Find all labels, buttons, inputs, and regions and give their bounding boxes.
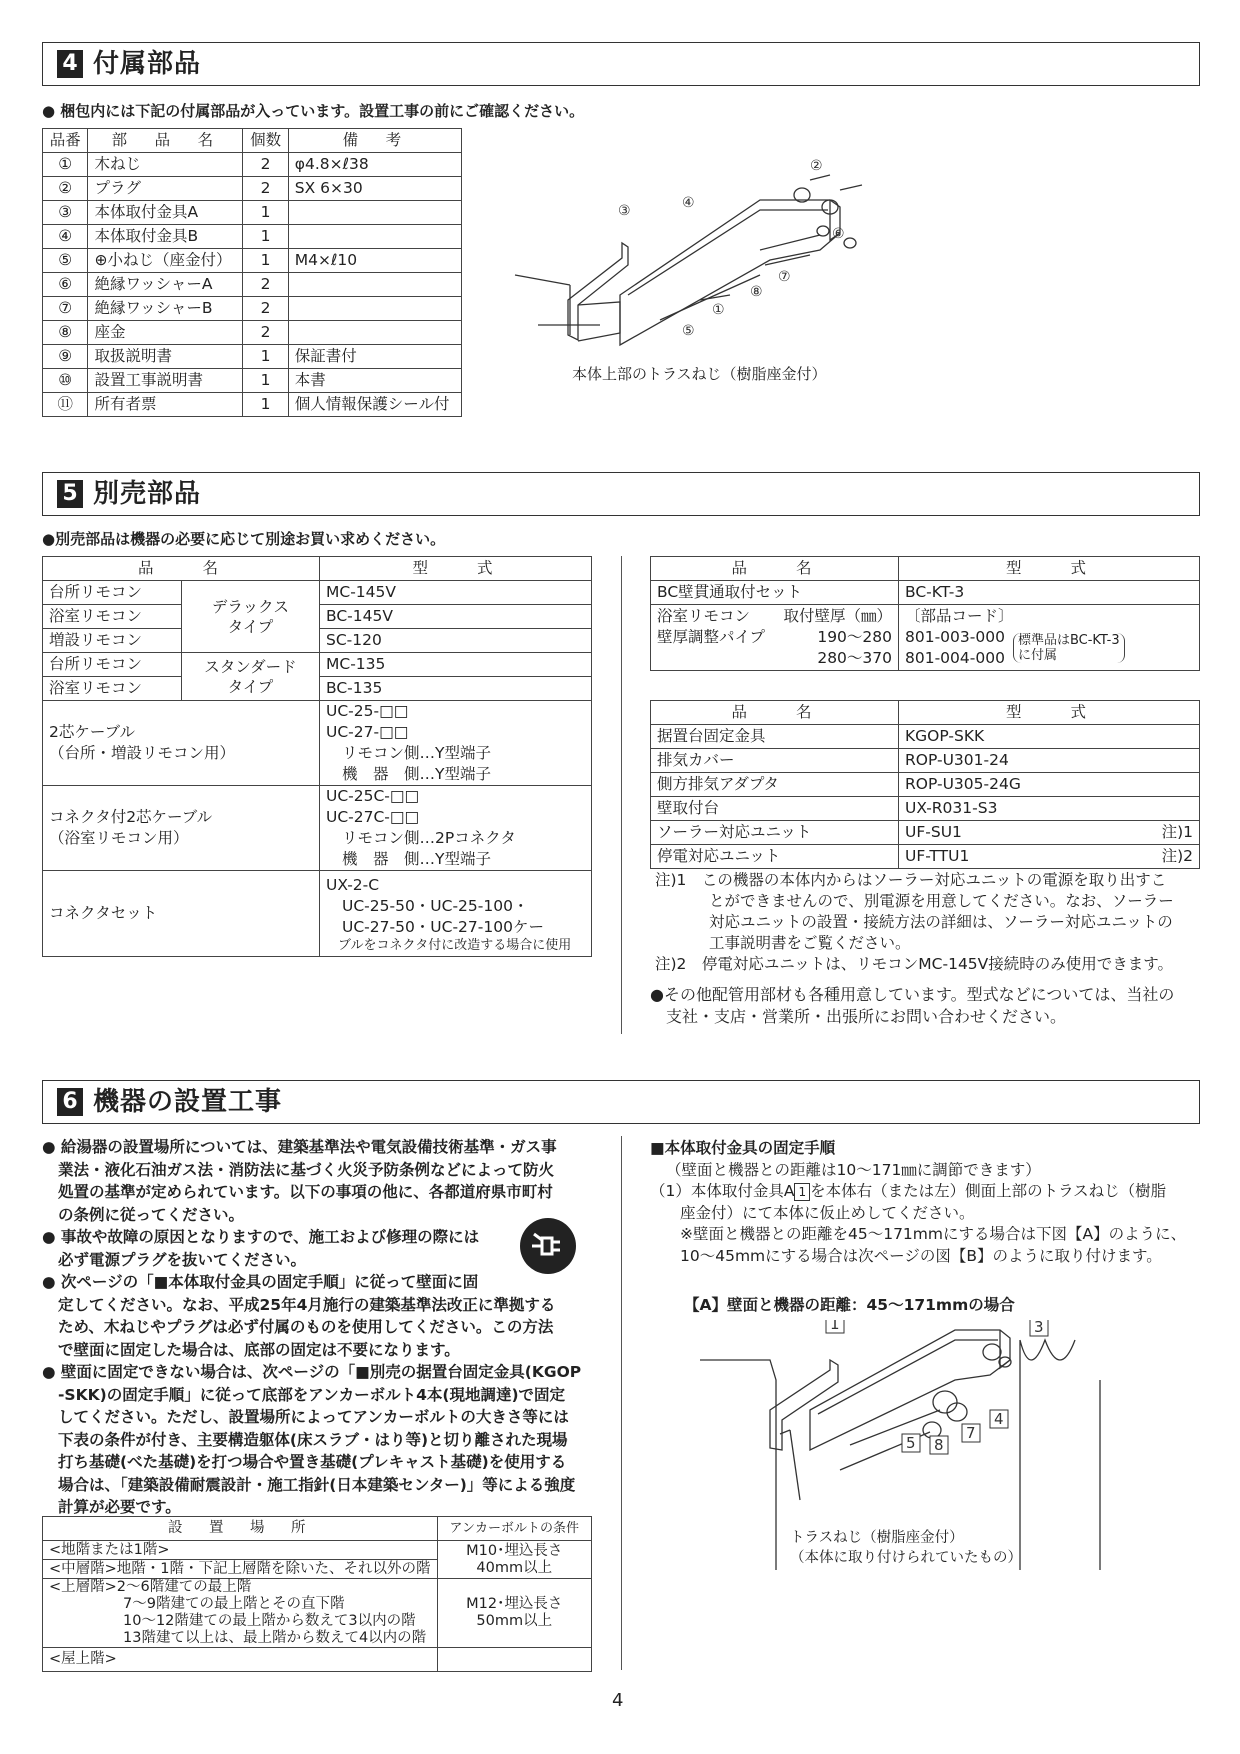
optional-part-row: 据置台固定金具 KGOP-SKK	[651, 725, 1200, 749]
accessories-table: 品番 部 品 名 個数 備 考 ① 木ねじ 2 φ4.8×ℓ38 ② プラグ 2 SX 6×30 ③ 本体取付金具A 1 ④ 本体取付金具B 1 ⑤ ⊕小ねじ（座金付） 1 M4×ℓ10 ⑥ 絶縁ワッシャーA 2 ⑦ 絶縁ワッシャーB 2 ⑧ 座金 2 ⑨ 取扱説明書 1 保証書付 ⑩ 設置工事説明書 1 本書 ⑪ 所有者票 1 個人情報保護シール付	[42, 128, 462, 417]
accessory-row: ⑦ 絶縁ワッシャーB 2	[43, 297, 462, 321]
optional-part-row: 側方排気アダプタ ROP-U305-24G	[651, 773, 1200, 797]
accessory-figure	[510, 155, 970, 405]
section-title: 付属部品	[93, 49, 202, 79]
accessory-row: ⑥ 絶縁ワッシャーA 2	[43, 273, 462, 297]
section-number: 5	[57, 480, 83, 508]
accessory-row: ⑧ 座金 2	[43, 321, 462, 345]
unplug-icon	[520, 1218, 576, 1274]
fig-label-7: 7	[966, 1424, 976, 1442]
figure-a-title: 【A】壁面と機器の距離：45〜171mmの場合	[684, 1296, 1015, 1314]
section-title: 機器の設置工事	[93, 1087, 283, 1117]
optional-parts-table-left: 品 名 型 式 台所リモコン デラックス タイプ MC-145V 浴室リモコン BC-145V 増設リモコン SC-120 台所リモコン スタンダード タイプ MC-135 浴室リモコン BC-135 2芯ケーブル （台所・増設リモコン用） UC-25-□□ UC-27-□□ リモコン側…Y型端子 機 器 側…Y型端子 コネクタ付2芯ケーブル （浴室リモコン用） UC-25C-□□ UC-27C-□□ リモコン側…2Pコネクタ 機 器 側…Y型端子 コネクタセット UX-2-C UC-25-50・UC-25-100・ UC-27-50・UC-27-100ケー ブルをコネクタ付に改造する場合に使用	[42, 556, 592, 957]
column-divider	[621, 556, 622, 1034]
fig-label-5: 5	[906, 1434, 916, 1452]
section-header-4	[42, 42, 1200, 86]
optional-parts-table-right-1: 品 名 型 式 BC壁貫通取付セット BC-KT-3 浴室リモコン 壁厚調整パイプ 取付壁厚（㎜） 190〜280 280〜370 〔部品コード〕 801-003-000 801-004-000 標準品はBC-KT-3 に付属	[650, 556, 1200, 671]
sec5-intro: ●別売部品は機器の必要に応じて別途お買い求めください。	[42, 530, 446, 548]
anchor-bolt-table: 設 置 場 所 アンカーボルトの条件 <地階または1階> M10･埋込長さ 40mm以上 <中層階>地階・1階・下記上層階を除いた、それ以外の階 <上層階>2〜6階建ての最上階 7〜9階建ての最上階とその直下階 10〜12階建ての最上階から数えて3以内の階 13階建て以上は、最上階から数えて4以内の階 M12･埋込長さ 50mm以上 <屋上階>	[42, 1516, 592, 1672]
column-divider-2	[621, 1136, 622, 1670]
accessory-row: ⑩ 設置工事説明書 1 本書	[43, 369, 462, 393]
fig-label-8: 8	[934, 1436, 944, 1454]
accessory-row: ⑤ ⊕小ねじ（座金付） 1 M4×ℓ10	[43, 249, 462, 273]
sec6-bullets: ● 給湯器の設置場所については、建築基準法や電気設備技術基準・ガス事 業法・液化石油ガス法・消防法に基づく火災予防条例などによって防火 処置の基準が定められています。以下の事項の他に、各都道府県市町村 の条例に従ってください。 ● 事故や故障の原因となりますので、施工および修理の際には 必ず電源プラグを抜いてください。 ● 次ページの「■本体取付金具の固定手順」に従って壁面に固 定してください。なお、平成25年4月施行の建築基準法改正に準拠する ため、木ねじやプラグは必ず付属のものを使用してください。この方法 で壁面に固定した場合は、底部の固定は不要になります。 ● 壁面に固定できない場合は、次ページの「■別売の据置台固定金具(KGOP -SKK)の固定手順」に従って底部をアンカーボルト4本(現地調達)で固定 してください。ただし、設置場所によってアンカーボルトの大きさ等には 下表の条件が付き、主要構造躯体(床スラブ・はり等)と切り離された現場 打ち基礎(べた基礎)を打つ場合や置き基礎(プレキャスト基礎)を使用する 場合は、「建築設備耐震設計・施工指針(日本建築センター)」等による強度 計算が必要です。	[42, 1138, 582, 1516]
sec5-other: ●その他配管用部材も各種用意しています。型式などについては、当社の 支社・支店・営業所・出張所にお問い合わせください。	[650, 985, 1175, 1026]
fixing-procedure: ■本体取付金具の固定手順 （壁面と機器との距離は10〜171㎜に調節できます） （1）本体取付金具A 1 を本体右（または左）側面上部のトラスねじ（樹脂 座金付）にて本体に仮止めしてください。 ※壁面と機器との距離を45〜171mmにする場合は下図【A】のように、 10〜45mmにする場合は次ページの図【B】のように取り付けます。	[650, 1139, 1187, 1265]
optional-part-row: 壁取付台 UX-R031-S3	[651, 797, 1200, 821]
label-6: ⑥	[832, 226, 845, 242]
figure-caption: 本体上部のトラスねじ（樹脂座金付）	[572, 365, 827, 383]
label-5: ⑤	[682, 323, 695, 339]
optional-part-row: 停電対応ユニット UF-TTU1 注)2	[651, 845, 1200, 869]
label-1: ①	[712, 302, 725, 318]
fig-label-1: 1	[830, 1320, 840, 1333]
fig-label-3: 3	[1034, 1320, 1044, 1336]
sec5-notes: 注)1 この機器の本体内からはソーラー対応ユニットの電源を取り出すこ とができませんので、別電源を用意してください。なお、ソーラー 対応ユニットの設置・接続方法の詳細は、ソーラー対応ユニットの 工事説明書をご覧ください。 注)2 停電対応ユニットは、リモコンMC-145V接続時のみ使用できます。	[655, 871, 1174, 973]
optional-part-row: 排気カバー ROP-U301-24	[651, 749, 1200, 773]
section-title: 別売部品	[93, 479, 202, 509]
section-header-5	[42, 472, 1200, 516]
label-7: ⑦	[778, 269, 791, 285]
optional-parts-table-right-2: 品 名 型 式 据置台固定金具 KGOP-SKK 排気カバー ROP-U301-24 側方排気アダプタ ROP-U305-24G 壁取付台 UX-R031-S3 ソーラー対応ユニット UF-SU1 注)1 停電対応ユニット UF-TTU1 注)2	[650, 700, 1200, 869]
label-2: ②	[810, 158, 823, 174]
sec4-intro: ● 梱包内には下記の付属部品が入っています。設置工事の前にご確認ください。	[42, 102, 585, 120]
label-3: ③	[618, 203, 631, 219]
section-header-6	[42, 1080, 1200, 1124]
fig-label-4: 4	[994, 1410, 1004, 1428]
accessory-row: ② プラグ 2 SX 6×30	[43, 177, 462, 201]
section-number: 4	[57, 50, 83, 78]
figure-a-caption: トラスねじ（樹脂座金付） （本体に取り付けられていたもの）	[790, 1530, 1022, 1566]
label-4: ④	[682, 195, 695, 211]
label-8: ⑧	[750, 284, 763, 300]
accessory-row: ④ 本体取付金具B 1	[43, 225, 462, 249]
accessory-row: ③ 本体取付金具A 1	[43, 201, 462, 225]
accessory-row: ⑨ 取扱説明書 1 保証書付	[43, 345, 462, 369]
accessory-row: ⑪ 所有者票 1 個人情報保護シール付	[43, 393, 462, 417]
page-number: 4	[612, 1690, 624, 1711]
section-number: 6	[57, 1088, 83, 1116]
accessory-row: ① 木ねじ 2 φ4.8×ℓ38	[43, 153, 462, 177]
optional-part-row: ソーラー対応ユニット UF-SU1 注)1	[651, 821, 1200, 845]
